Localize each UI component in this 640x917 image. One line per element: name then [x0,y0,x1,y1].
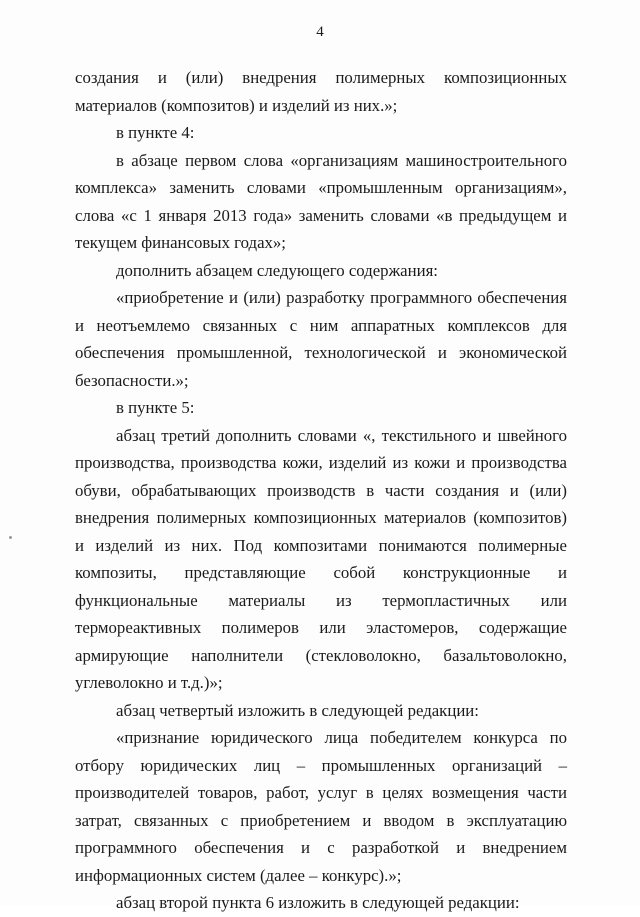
scan-speck [9,536,12,539]
paragraph: дополнить абзацем следующего содержания: [116,260,438,280]
paragraph: в абзаце первом слова «организациям машиностроительного комплекса» заменить словами «промышленным организациям», слова «с 1 января 2013 года» заменить словами «в предыдущем и текущем финансовых годах»; [75,150,567,252]
document-body [75,64,567,917]
paragraph: создания и (или) внедрения полимерных композиционных материалов (композитов) и изделий из них.»; [75,68,567,115]
paragraph: абзац третий дополнить словами «, текстильного и швейного производства, производства кожи, изделий из кожи и производства обуви, обрабатывающих производств в части создания и (или) внедрения полимерных композиционных материалов (композитов) и изделий из них. Под композитами понимаются полимерные композиты, представляющие собой конструкционные и функциональные материалы из термопластичных или термореактивных полимеров или эластомеров, содержащие армирующие наполнители (стекловолокно, базальтоволокно, углеволокно и т.д.)»; [75,425,567,692]
paragraph: «признание юридического лица победителем конкурса по отбору юридических лиц – промышленных организаций – производителей товаров, работ, услуг в целях возмещения части затрат, связанных с приобретением и вводом в эксплуатацию программного обеспечения и с разработкой и внедрением информационных систем (далее – конкурс).»; [75,728,567,885]
paragraph: в пункте 4: [116,123,195,142]
paragraph: абзац четвертый изложить в следующей редакции: [116,700,479,720]
paragraph: в пункте 5: [116,398,195,417]
page-number: 4 [316,24,324,40]
paragraph: «приобретение и (или) разработку программного обеспечения и неотъемлемо связанных с ним аппаратных комплексов для обеспечения промышленной, технологической и экономической безопасности.»; [75,288,567,390]
paragraph: абзац второй пункта 6 изложить в следующей редакции: [116,893,520,912]
